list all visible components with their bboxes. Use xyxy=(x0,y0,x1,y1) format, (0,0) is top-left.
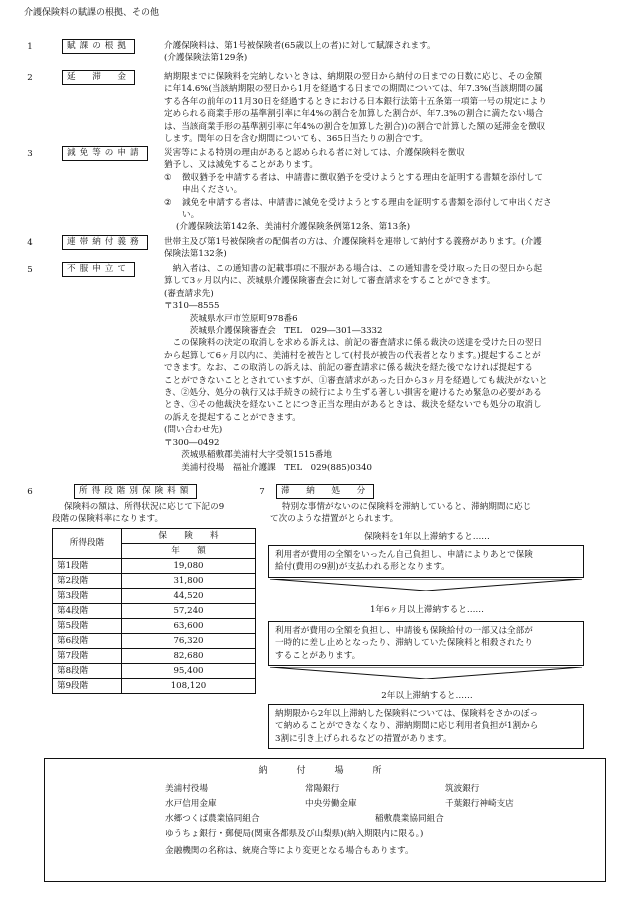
text-line: (介護保険法第129条) xyxy=(164,53,248,64)
table-header-premium: 保 険 料 xyxy=(122,529,256,544)
section-3-body xyxy=(164,147,612,234)
bank-name: 筑波銀行 xyxy=(445,784,480,794)
text-line: 給付(費用の9割)が支払われる形となります。 xyxy=(275,562,450,573)
text-line: 利用者が費用の全額を負担し、申請後も保険給付の一部又は全部が xyxy=(275,626,533,636)
amount-cell: 108,120 xyxy=(122,679,256,694)
text-line: 納入者は、この通知書の記載事項に不服がある場合は、この通知書を受け取った日の翌日から起 xyxy=(164,264,543,274)
text-line: き、②処分、処分の執行又は手続きの続行により生ずる著しい損害を避けるため緊急の必要がある xyxy=(164,388,542,399)
step-2-label: 1年6ヶ月以上滞納すると…… xyxy=(369,605,485,615)
section-1-body xyxy=(164,40,612,65)
payment-note: 金融機関の名称は、統廃合等により変更となる場合もあります。 xyxy=(165,846,414,856)
text-line: (問い合わせ先) xyxy=(164,425,223,436)
text-line: (審査請求先) xyxy=(164,288,214,299)
table-row xyxy=(53,679,256,694)
amount-cell: 82,680 xyxy=(122,649,256,664)
level-cell: 第2段階 xyxy=(53,574,122,589)
table-row xyxy=(53,664,256,679)
list-item xyxy=(164,197,612,222)
bank-name: 中央労働金庫 xyxy=(305,799,357,809)
bank-name: 水郷つくば農業協同組合 xyxy=(165,814,260,824)
table-row xyxy=(53,604,256,619)
table-row xyxy=(53,634,256,649)
text-line: 納期限から2年以上滞納した保険料については、保険料をさかのぼっ xyxy=(275,709,539,719)
table-row xyxy=(53,574,256,589)
section-2-number: 2 xyxy=(27,73,33,83)
text-line: 保険法第132条) xyxy=(164,249,227,260)
text-line: 徴収猶予を申請する者は、申請書に徴収猶予を受けようとする理由を証明する書類を添付して xyxy=(182,172,543,183)
list-marker: ② xyxy=(164,197,172,208)
bank-name: 美浦村役場 xyxy=(165,784,208,794)
post-office-line: ゆうちょ銀行・郵便局(関東各都県及び山梨県)(納入期限内に限る。) xyxy=(165,829,424,839)
text-line: 災害等による特別の理由があると認められる者に対しては、介護保険料を徴収 xyxy=(164,148,465,158)
text-line: 〒310―8555 xyxy=(164,301,220,312)
text-line: 特別な事情がないのに保険料を滞納していると、滞納期間に応じ xyxy=(282,502,532,512)
text-line: (介護保険法第142条、美浦村介護保険条例第12条、第13条) xyxy=(176,222,411,233)
premium-table xyxy=(52,528,256,694)
amount-cell: 63,600 xyxy=(122,619,256,634)
down-arrow-icon xyxy=(270,579,582,591)
text-line: する各年の前年の11月30日を経過するときにおける日本銀行法第十五条第一項第一号の規定により xyxy=(164,96,547,107)
section-2-body xyxy=(164,71,612,145)
amount-cell: 57,240 xyxy=(122,604,256,619)
text-line: 茨城県水戸市笠原町978番6 xyxy=(164,313,298,324)
section-5-tag: 不服申立て xyxy=(62,262,135,277)
text-line: この保険料の決定の取消しを求める訴えは、前記の審査請求に係る裁決の送達を受けた日の翌日 xyxy=(164,338,543,349)
table-header-level: 所得段階 xyxy=(53,529,122,559)
text-line: 利用者が費用の全額をいったん自己負担し、申請によりあとで保険 xyxy=(275,550,533,560)
text-line: 〒300―0492 xyxy=(164,437,220,448)
bank-row xyxy=(165,845,585,857)
text-line: 猶予し、又は減免することがあります。 xyxy=(164,160,319,171)
table-row xyxy=(53,649,256,664)
text-line: い。 xyxy=(182,210,200,221)
page-title: 介護保険料の賦課の根拠、その他 xyxy=(24,8,160,18)
section-1-tag: 賦課の根拠 xyxy=(62,39,135,54)
text-line: 茨城県介護保険審査会 TEL 029―301―3332 xyxy=(164,326,383,337)
text-line: します。閏年の日を含む期間についても、365日当たりの割合です。 xyxy=(164,134,429,145)
text-line: することがあります。 xyxy=(275,650,361,661)
table-row xyxy=(53,589,256,604)
level-cell: 第9段階 xyxy=(53,679,122,694)
amount-cell: 31,800 xyxy=(122,574,256,589)
amount-cell: 95,400 xyxy=(122,664,256,679)
text-line: 介護保険料は、第1号被保険者(65歳以上の者)に対して賦課されます。 xyxy=(164,41,436,51)
level-cell: 第1段階 xyxy=(53,559,122,574)
section-7-tag: 滞 納 処 分 xyxy=(276,484,374,499)
section-5-number: 5 xyxy=(27,265,33,275)
text-line: 減免を申請する者は、申請書に減免を受けようとする理由を証明する書類を添付して申出くださ xyxy=(182,197,552,208)
text-line: 茨城県稲敷郡美浦村大字受領1515番地 xyxy=(164,450,332,461)
bank-name: 千葉銀行神崎支店 xyxy=(445,799,514,809)
level-cell: 第6段階 xyxy=(53,634,122,649)
table-row xyxy=(53,619,256,634)
section-2-tag: 延 滞 金 xyxy=(62,70,135,85)
step-1-box xyxy=(268,545,584,578)
section-7-number: 7 xyxy=(259,487,265,497)
section-6-tag: 所得段階別保険料額 xyxy=(74,484,197,499)
payment-title: 納 付 場 所 xyxy=(258,766,392,776)
section-5-body xyxy=(164,263,612,474)
table-header-year: 年 額 xyxy=(122,544,256,559)
payment-places-box xyxy=(44,758,606,882)
step-3-label: 2年以上滞納すると…… xyxy=(381,691,473,701)
bank-name: 稲敷農業協同組合 xyxy=(375,814,444,824)
level-cell: 第5段階 xyxy=(53,619,122,634)
section-1-number: 1 xyxy=(27,42,33,52)
bank-row xyxy=(165,798,585,810)
level-cell: 第7段階 xyxy=(53,649,122,664)
section-4-number: 4 xyxy=(27,238,33,248)
text-line: 一時的に差し止めとなったり、滞納していた保険料と相殺されたり xyxy=(275,638,533,649)
level-cell: 第3段階 xyxy=(53,589,122,604)
section-6-intro xyxy=(52,501,272,526)
text-line: は、当該商業手形の基準割引率に年4%の割合を加算した割合))の割合で計算した額の延滞金を徴収 xyxy=(164,121,546,132)
level-cell: 第4段階 xyxy=(53,604,122,619)
step-3-box xyxy=(268,704,584,749)
section-4-body xyxy=(164,236,612,261)
text-line: から起算して6ヶ月以内に、美浦村を被告として(村長が被告の代表者となります。)提起することが xyxy=(164,350,541,361)
list-item xyxy=(164,172,612,197)
text-line: て納めることができなくなり、滞納期間に応じ利用者負担が1割から xyxy=(275,721,539,732)
level-cell: 第8段階 xyxy=(53,664,122,679)
text-line: 世帯主及び第1号被保険者の配偶者の方は、介護保険料を連帯して納付する義務があります。(介護 xyxy=(164,237,542,247)
step-1-label: 保険料を1年以上滞納すると…… xyxy=(364,532,490,542)
text-line: て次のような措置がとられます。 xyxy=(270,514,399,525)
text-line: 定められる商業手形の基準割引率に年4%の割合を加算した割合が、年7.3%の割合に満たない場合 xyxy=(164,109,544,120)
amount-cell: 76,320 xyxy=(122,634,256,649)
text-line: 3割に引き上げられるなどの措置があります。 xyxy=(275,733,452,744)
text-line: とき、③その他裁決を経ないことにつき正当な理由があるときは、裁決を経ないでも処分の取消し xyxy=(164,400,542,411)
bank-row xyxy=(165,813,585,825)
section-3-number: 3 xyxy=(27,149,33,159)
text-line: の訴えを提起することができます。 xyxy=(164,412,301,423)
bank-row xyxy=(165,783,585,795)
bank-row xyxy=(165,828,585,840)
bank-name: 常陽銀行 xyxy=(305,784,340,794)
text-line: できます。なお、この取消しの訴えは、前記の審査請求に係る裁決を経た後でなければ提起する xyxy=(164,363,533,374)
list-marker: ① xyxy=(164,172,172,183)
text-line: に年14.6%(当該納期限の翌日から1月を経過する日までの期間については、年7.3%(当該期間の属 xyxy=(164,84,544,95)
down-arrow-icon xyxy=(270,667,582,679)
amount-cell: 44,520 xyxy=(122,589,256,604)
step-2-box xyxy=(268,621,584,666)
text-line: 保険料の額は、所得状況に応じて下記の9 xyxy=(64,502,225,512)
text-line: 納期限までに保険料を完納しないときは、納期限の翌日から納付の日までの日数に応じ、その金額 xyxy=(164,72,543,82)
section-4-tag: 連帯納付義務 xyxy=(62,235,148,250)
amount-cell: 19,080 xyxy=(122,559,256,574)
section-6-number: 6 xyxy=(27,487,33,497)
text-line: ことができないこととされていますが、①審査請求があった日から3ヶ月を経過しても裁決がないと xyxy=(164,375,548,386)
text-line: 段階の保険料率になります。 xyxy=(52,514,164,525)
text-line: 算して3ヶ月以内に、茨城県介護保険審査会に対して審査請求をすることができます。 xyxy=(164,276,496,287)
bank-name: 水戸信用金庫 xyxy=(165,799,217,809)
text-line: 申出ください。 xyxy=(182,185,243,196)
text-line: 美浦村役場 福祉介護課 TEL 029(885)0340 xyxy=(164,462,373,473)
section-7-intro xyxy=(270,501,600,526)
table-row xyxy=(53,559,256,574)
section-3-tag: 減免等の申請 xyxy=(62,146,148,161)
